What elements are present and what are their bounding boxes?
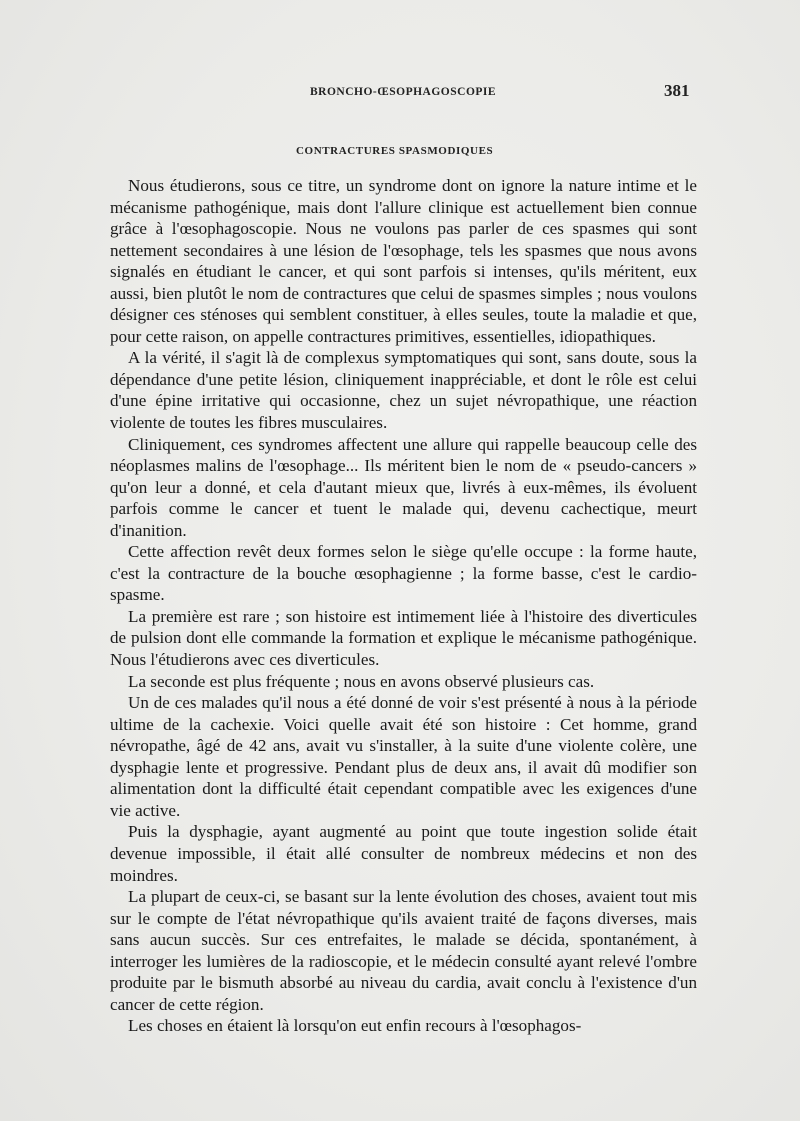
paragraph: Cette affection revêt deux formes selon le siège qu'elle occupe : la forme haute, c'est la contracture de la bouche œsophagienne ; la forme basse, c'est le cardio-spasme. [110,542,697,605]
paragraph: A la vérité, il s'agit là de complexus symptomatiques qui sont, sans doute, sous la dépendance d'une petite lésion, cliniquement inappréciable, et dont le rôle est celui d'une épine irritative qui occasionne, chez un sujet névropathique, une réaction violente de toutes les fibres musculaires. [110,348,697,433]
body-text [110,175,697,1037]
paragraph: Puis la dysphagie, ayant augmenté au point que toute ingestion solide était devenue impossible, il était allé consulter de nombreux médecins et non des moindres. [110,822,697,885]
paragraph: Nous étudierons, sous ce titre, un syndrome dont on ignore la nature intime et le mécanisme pathogénique, mais dont l'allure clinique est actuellement bien connue grâce à l'œsophagoscopie. Nous ne voulons pas parler de ces spasmes qui sont nettement secondaires à une lésion de l'œsophage, tels les spasmes que nous avons signalés en étudiant le cancer, et qui sont parfois si intenses, qu'ils méritent, eux aussi, bien plutôt le nom de contractures que celui de spasmes simples ; nous voulons désigner ces sténoses qui semblent constituer, à elles seules, toute la maladie et que, pour cette raison, on appelle contractures primitives, essentielles, idiopathiques. [110,176,697,346]
paragraph: Un de ces malades qu'il nous a été donné de voir s'est présenté à nous à la période ultime de la cachexie. Voici quelle avait été son histoire : Cet homme, grand névropathe, âgé de 42 ans, avait vu s'installer, à la suite d'une violente colère, une dysphagie lente et progressive. Pendant plus de deux ans, il avait dû modifier son alimentation dont la difficulté était cependant compatible avec les exigences d'une vie active. [110,693,697,820]
running-head: BRONCHO-ŒSOPHAGOSCOPIE [310,86,497,98]
paragraph: La seconde est plus fréquente ; nous en avons observé plusieurs cas. [128,671,595,691]
paragraph: La première est rare ; son histoire est intimement liée à l'histoire des diverticules de pulsion dont elle commande la formation et explique le mécanisme pathogénique. Nous l'étudierons avec ces diverticules. [110,606,697,670]
page-number: 381 [664,81,690,100]
show-through-text: ⠀ [150,122,162,139]
section-title: CONTRACTURES SPASMODIQUES [296,145,494,157]
paragraph: Cliniquement, ces syndromes affectent une allure qui rappelle beaucoup celle des néoplasmes malins de l'œsophage... Ils méritent bien le nom de « pseudo-cancers » qu'on leur a donné, et cela d'autant mieux que, livrés à eux-mêmes, ils évoluent parfois comme le cancer et tuent le malade qui, devenu cachectique, meurt d'inanition. [110,434,697,540]
paragraph: La plupart de ceux-ci, se basant sur la lente évolution des choses, avaient tout mis sur le compte de l'état névropathique qu'ils avaient traité de façons diverses, mais sans aucun succès. Sur ces entrefaites, le malade se décida, spontanément, à interroger les lumières de la radioscopie, et le médecin consulté ayant relevé l'ombre produite par le bismuth absorbé au niveau du cardia, avait conclu à l'existence d'un cancer de cette région. [110,887,697,1014]
paragraph: Les choses en étaient là lorsqu'on eut enfin recours à l'œsophagos- [128,1016,582,1036]
